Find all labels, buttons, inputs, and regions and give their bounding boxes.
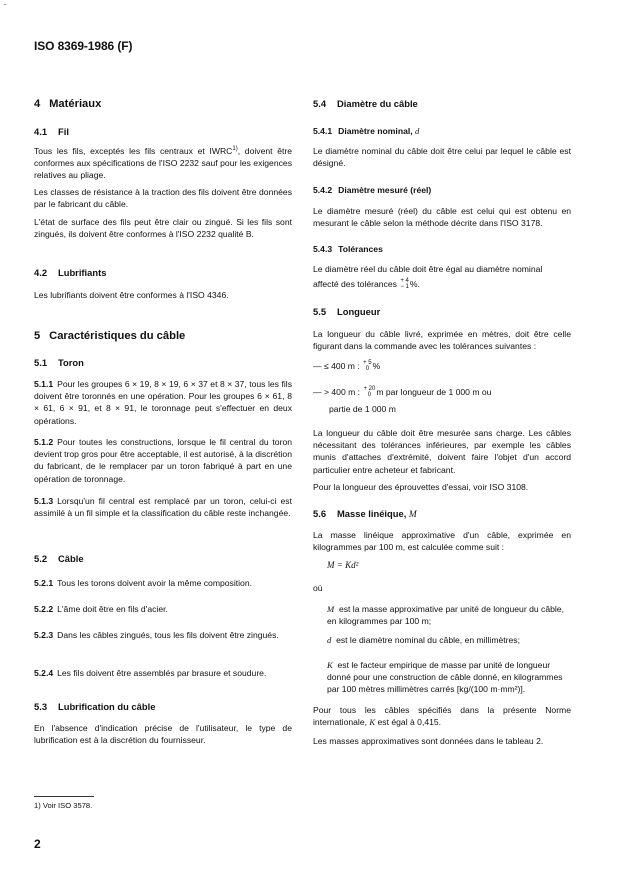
section-4-2-para: Les lubrifiants doivent être conformes à l'ISO 4346. bbox=[34, 290, 229, 300]
definition-d: d est le diamètre nominal du câble, en millimètres; bbox=[327, 635, 520, 645]
section-5-2-heading: 5.2 Câble bbox=[34, 553, 84, 564]
section-5-1-2: 5.1.2 Pour toutes les constructions, lorsque le fil central du toron devient trop gros pour être acceptable, il est autorisé, à la discrétion du fabricant, de le remplacer par un toron fabriqué à part en une opération de toronnage. bbox=[34, 437, 292, 484]
tolerance-diameter: + 4 − 1 bbox=[400, 278, 409, 290]
section-4-1-para-1: Tous les fils, exceptés les fils centraux et IWRC$^{1)}$, doivent être conformes aux spécifications de l'ISO 2232 sauf pour les exigences relatives au pliage. bbox=[34, 146, 292, 181]
section-5-1-3: 5.1.3 Lorsqu'un fil central est remplacé par un toron, celui-ci est assimilé à un fil simple et la classification du câble reste inchangée. bbox=[34, 496, 292, 519]
page-number: 2 bbox=[34, 837, 41, 851]
section-5-heading: 5 Caractéristiques du câble bbox=[34, 330, 186, 342]
length-tolerance-item-1: — ≤ 400 m : + 5 0 % bbox=[313, 360, 381, 372]
definition-K: K est le facteur empirique de masse par unité de longueur donné pour une construction de câble donné, en kilogrammes par 100 mètres millimètres carrés [kg/(100 m·mm²)]. bbox=[327, 660, 563, 695]
section-5-4-2-para: Le diamètre mesuré (réel) du câble est celui qui est obtenu en mesurant le câble selon la méthode décrite dans l'ISO 3178. bbox=[313, 206, 571, 229]
section-5-5-para-1: La longueur du câble livré, exprimée en mètres, doit être celle figurant dans la commande avec les tolérances suivantes : bbox=[313, 329, 571, 352]
section-4-1-heading: 4.1 Fil bbox=[34, 126, 69, 137]
section-5-5-heading: 5.5 Longueur bbox=[313, 306, 381, 317]
section-4-2-heading: 4.2 Lubrifiants bbox=[34, 267, 107, 278]
section-5-3-para: En l'absence d'indication précise de l'utilisateur, le type de lubrification est à la discrétion du fournisseur. bbox=[34, 723, 292, 746]
section-5-3-heading: 5.3 Lubrification du câble bbox=[34, 701, 156, 712]
section-5-2-3: 5.2.3 Dans les câbles zingués, tous les fils doivent être zingués. bbox=[34, 630, 279, 640]
section-5-6-para-3: Les masses approximatives sont données dans le tableau 2. bbox=[313, 736, 544, 746]
section-5-5-para-3: Pour la longueur des éprouvettes d'essai, voir ISO 3108. bbox=[313, 482, 529, 492]
section-5-2-1: 5.2.1 Tous les torons doivent avoir la même composition. bbox=[34, 578, 253, 588]
section-4-1-para-2: Les classes de résistance à la traction des fils doivent être données par le fabricant du câble. bbox=[34, 187, 292, 210]
definition-M: M est la masse approximative par unité de longueur du câble, en kilogrammes par 100 m; bbox=[327, 604, 564, 627]
section-5-6-heading: 5.6 Masse linéique, M bbox=[313, 508, 417, 520]
section-5-4-heading: 5.4 Diamètre du câble bbox=[313, 98, 418, 109]
tolerance-short: + 5 0 bbox=[363, 360, 372, 372]
corner-mark: ˘ bbox=[4, 3, 7, 12]
footnote: 1) Voir ISO 3578. bbox=[34, 801, 93, 810]
section-5-4-1-para: Le diamètre nominal du câble doit être celui par lequel le câble est désigné. bbox=[313, 146, 571, 169]
tolerance-long: + 20 0 bbox=[363, 386, 376, 398]
section-5-4-3-para-1: Le diamètre réel du câble doit être égal au diamètre nominal bbox=[313, 264, 543, 274]
section-5-4-3-heading: 5.4.3 Tolérances bbox=[313, 244, 383, 254]
section-4-1-para-3: L'état de surface des fils peut être clair ou zingué. Si les fils sont zingués, ils doivent être conformes à l'ISO 2232 qualité B. bbox=[34, 217, 292, 240]
section-5-1-1: 5.1.1 Pour les groupes 6 × 19, 8 × 19, 6 × 37 et 8 × 37, tous les fils doivent être toronnés en une opération. Pour les groupes 6 × 61, 8 × 61, 6 × 91, et 8 × 91, le toronnage peut s'effectuer en deux opérations. bbox=[34, 379, 292, 426]
length-tolerance-item-2: — > 400 m : + 20 0 m par longueur de 1 000 m ou bbox=[313, 386, 492, 398]
section-4-heading: 4 Matériaux bbox=[34, 98, 102, 110]
where-label: où bbox=[313, 583, 323, 593]
section-5-4-3-para-2: affecté des tolérances + 4 − 1 %. bbox=[313, 278, 420, 290]
section-5-6-para-1: La masse linéique approximative d'un câble, exprimée en kilogrammes par 100 m, est calculée comme suit : bbox=[313, 530, 571, 553]
section-5-2-4: 5.2.4 Les fils doivent être assemblés par brasure et soudure. bbox=[34, 668, 267, 678]
document-code: ISO 8369-1986 (F) bbox=[34, 39, 133, 53]
section-5-4-2-heading: 5.4.2 Diamètre mesuré (réel) bbox=[313, 185, 432, 195]
section-5-4-1-heading: 5.4.1 Diamètre nominal, d bbox=[313, 126, 420, 136]
length-tolerance-item-2-cont: partie de 1 000 m bbox=[329, 404, 396, 414]
section-5-5-para-2: La longueur du câble doit être mesurée sans charge. Les câbles nécessitant des tolérances inférieures, par exemple les câbles munis d'attaches d'extrémité, doivent faire l'objet d'un accord particulier entre acheteur et fabricant. bbox=[313, 428, 571, 475]
footnote-rule bbox=[34, 796, 94, 797]
section-5-1-heading: 5.1 Toron bbox=[34, 357, 84, 368]
mass-formula: M = Kd² bbox=[327, 560, 359, 570]
section-5-2-2: 5.2.2 L'âme doit être en fils d'acier. bbox=[34, 604, 168, 614]
section-5-6-para-2: Pour tous les câbles spécifiés dans la présente Norme internationale, K est égal à 0,415. bbox=[313, 705, 571, 728]
